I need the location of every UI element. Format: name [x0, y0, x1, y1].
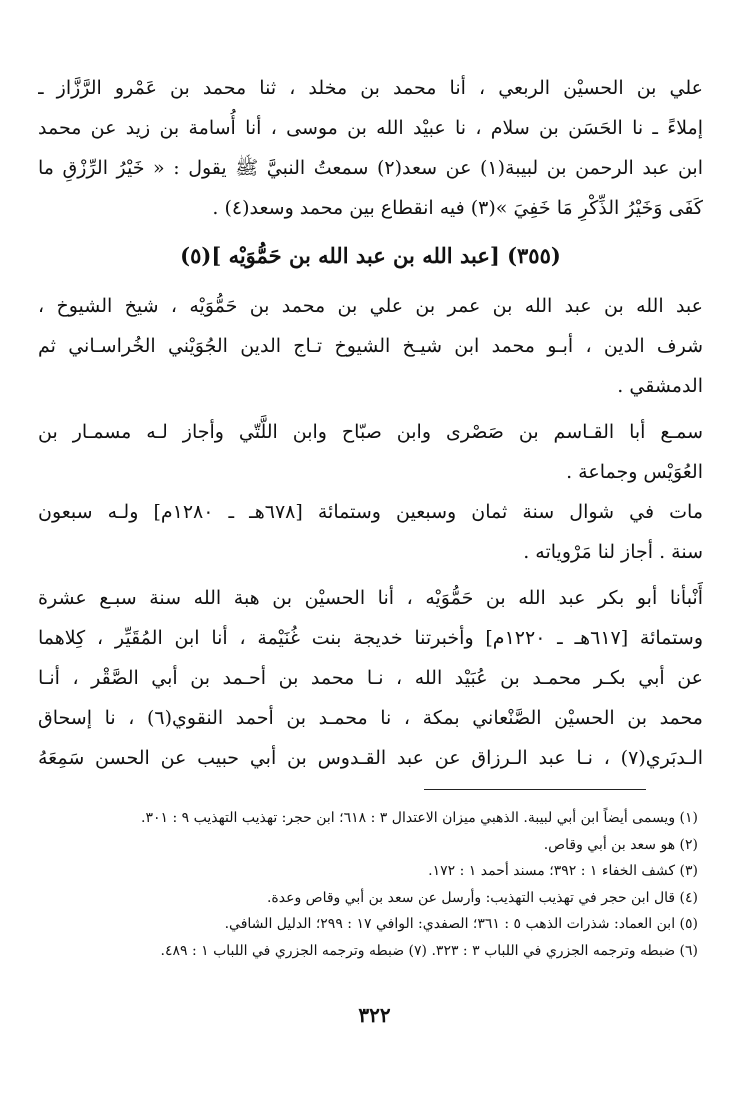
text-line: وستمائة [٦١٧هـ ـ ١٢٢٠م] وأخبرتنا خديجة بنت غُنَيْمة ، أنا ابن المُقَيِّر ، كِلاهما	[38, 627, 703, 649]
paragraph-4	[38, 492, 703, 572]
text-line: سمـع أبا القـاسم بن صَصْرى وابن صبّاح وابن اللَّتّي وأجاز لـه مسمـار بن	[38, 421, 703, 443]
footnote: (٢) هو سعد بن أبي وقاص.	[543, 836, 698, 853]
paragraph-1	[38, 68, 703, 228]
footnote: (٤) قال ابن حجر في تهذيب التهذيب: وأرسل عن سعد بن أبي وقاص وعدة.	[266, 889, 698, 906]
text-line: عن أبي بكـر محمـد بن عُبَيْد الله ، نـا محمد بن أحـمد بن أبي الصَّقْر ، أنـا	[38, 667, 703, 689]
text-line: علي بن الحسيْن الربعي ، أنا محمد بن مخلد ، ثنا محمد بن عَمْرو الرَّزَّاز ـ	[38, 77, 703, 99]
text-line: إملاءً ـ نا الحَسَن بن سلام ، نا عبيْد الله بن موسى ، أنا أُسامة بن زيد عن محمد	[38, 117, 703, 139]
text-line: عبد الله بن عبد الله بن عمر بن علي بن محمد بن حَمُّوَيْه ، شيخ الشيوخ ،	[38, 295, 703, 317]
text-line: سنة . أجاز لنا مَرْوياته .	[523, 541, 703, 563]
footnote-separator	[424, 789, 646, 790]
text-line: محمد بن الحسيْن الصَّنْعاني بمكة ، نا محمـد بن أحمد النقوي(٦) ، نا إسحاق	[38, 707, 703, 729]
paragraph-2	[38, 286, 703, 406]
text-line: كَفَى وَخَيْرُ الذِّكْرِ مَا خَفِيَ »(٣) فيه انقطاع بين محمد وسعد(٤) .	[212, 197, 703, 219]
text-line: ابن عبد الرحمن بن لبيبة(١) عن سعد(٢) سمعتُ النبيَّ ﷺ يقول : « خَيْرُ الرِّزْقِ ما	[38, 157, 703, 179]
footnote: (٣) كشف الخفاء ١ : ٣٩٢؛ مسند أحمد ١ : ١٧٢.	[428, 863, 698, 879]
footnotes	[38, 805, 698, 964]
page-number: ٣٢٢	[358, 1003, 391, 1027]
paragraph-5	[38, 578, 703, 778]
text-line: الـدبَري(٧) ، نـا عبد الـرزاق عن عبد القـدوس بن أبي حبيب عن الحسن سَمِعَهُ	[38, 747, 703, 769]
footnote: (١) ويسمى أيضاً ابن أبي لبيبة. الذهبي ميزان الاعتدال ٣ : ٦١٨؛ ابن حجر: تهذيب التهذيب ٩ : ٣٠١.	[140, 810, 698, 826]
text-line: مات في شوال سنة ثمان وسبعين وستمائة [٦٧٨هـ ـ ١٢٨٠م] ولـه سبعون	[38, 501, 703, 523]
paragraph-3	[38, 412, 703, 492]
main-text	[38, 68, 703, 778]
text-line: الدمشقي .	[617, 375, 703, 397]
footnote: (٥) ابن العماد: شذرات الذهب ٥ : ٣٦١؛ الصفدي: الوافي ١٧ : ٢٩٩؛ الدليل الشافي.	[224, 916, 698, 932]
text-line: شرف الدين ، أبـو محمد ابن شيـخ الشيوخ تـاج الدين الجُوَيْني الخُراسـاني ثم	[38, 335, 703, 357]
text-line: العُوَيْس وجماعة .	[566, 461, 703, 483]
text-line: أَنْبأنا أبو بكر عبد الله بن حَمُّوَيْه ، أنا الحسيْن بن هبة الله سنة سبـع عشرة	[38, 587, 703, 609]
footnote: (٦) ضبطه وترجمه الجزري في اللباب ٣ : ٣٢٣. (٧) ضبطه وترجمه الجزري في اللباب ١ : ٤٨٩.	[160, 942, 698, 959]
entry-heading: (٣٥٥) [عبد الله بن عبد الله بن حَمُّوَيْه ](٥)	[180, 243, 561, 268]
